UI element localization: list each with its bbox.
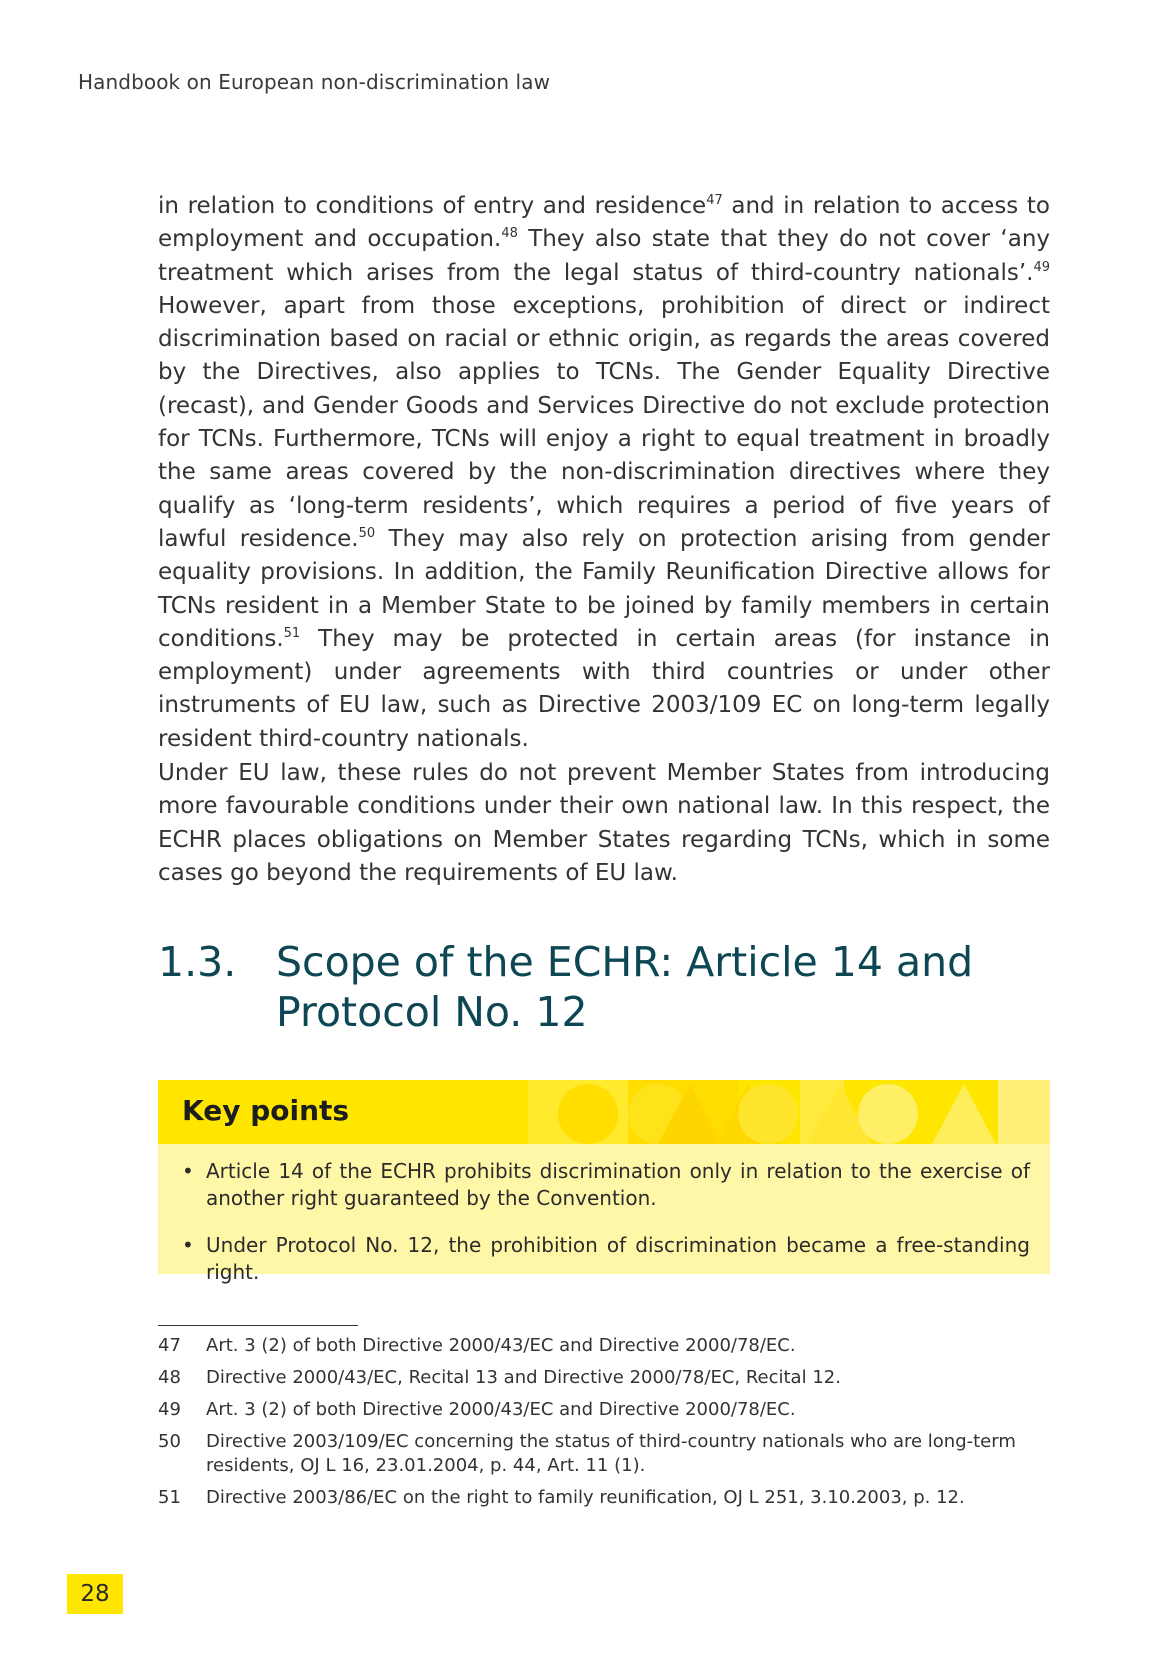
para1-text-5: They may also rely on protection arising from gender equality provisions. In addition, the Family Reunification Directive allows for TCNs resident in a Member State to be joined by family members in certain conditions. bbox=[158, 525, 1050, 652]
key-point-item bbox=[178, 1158, 1030, 1212]
section-title: Scope of the ECHR: Article 14 and Protocol No. 12 bbox=[276, 938, 974, 1036]
body-paragraph-1 bbox=[158, 190, 1050, 756]
para1-text-3: They also state that they do not cover ‘any treatment which arises from the legal status of third-country nationals’. bbox=[158, 226, 1051, 286]
para1-text-1: in relation to conditions of entry and residence bbox=[158, 193, 707, 219]
footnote-51 bbox=[158, 1486, 1050, 1510]
footnotes bbox=[158, 1334, 1050, 1518]
para1-text-2: and in relation to access to employment and occupation. bbox=[158, 193, 1050, 253]
key-point-item bbox=[178, 1232, 1030, 1286]
footnote-text: Directive 2000/43/EC, Recital 13 and Directive 2000/78/EC, Recital 12. bbox=[206, 1367, 841, 1388]
key-points-list bbox=[178, 1158, 1030, 1306]
bullet-icon: • bbox=[182, 1233, 194, 1257]
para1-text-4: However, apart from those exceptions, prohibition of direct or indirect discrimination based on racial or ethnic origin, as regards the areas covered by the Directives, also applies to TCNs. The Gender Equality Directive (recast), and Gender Goods and Services Directive do not exclude protection for TCNs. Furthermore, TCNs will enjoy a right to equal treatment in broadly the same areas covered by the non-discrimination directives where they qualify as ‘long-term residents’, which requires a period of five years of lawful residence. bbox=[158, 292, 1050, 552]
footnote-50 bbox=[158, 1430, 1050, 1478]
footnote-number: 51 bbox=[158, 1487, 181, 1508]
decorative-shapes-pattern bbox=[528, 1080, 1050, 1144]
footnote-number: 50 bbox=[158, 1431, 181, 1452]
footnote-divider bbox=[158, 1325, 358, 1326]
footnote-text: Directive 2003/86/EC on the right to family reunification, OJ L 251, 3.10.2003, p. 12. bbox=[206, 1487, 965, 1508]
footnote-number: 48 bbox=[158, 1367, 181, 1388]
key-point-text: Article 14 of the ECHR prohibits discrimination only in relation to the exercise of another right guaranteed by the Convention. bbox=[206, 1159, 1030, 1210]
para1-text-6: They may be protected in certain areas (for instance in employment) under agreements with third countries or under other instruments of EU law, such as Directive 2003/109 EC on long-term legally resident third-country nationals. bbox=[158, 625, 1050, 752]
footnote-49 bbox=[158, 1398, 1050, 1422]
footnote-text: Directive 2003/109/EC concerning the status of third-country nationals who are long-term residents, OJ L 16, 23.01.2004, p. 44, Art. 11 (1). bbox=[206, 1431, 1016, 1476]
key-points-header bbox=[158, 1080, 1050, 1144]
page-number: 28 bbox=[67, 1574, 123, 1614]
footnote-48 bbox=[158, 1366, 1050, 1390]
running-head: Handbook on European non-discrimination law bbox=[78, 70, 551, 94]
footnote-ref-47[interactable]: 47 bbox=[706, 193, 723, 208]
footnote-47 bbox=[158, 1334, 1050, 1358]
footnote-text: Art. 3 (2) of both Directive 2000/43/EC and Directive 2000/78/EC. bbox=[206, 1335, 796, 1356]
footnote-ref-50[interactable]: 50 bbox=[358, 525, 376, 541]
footnote-ref-49[interactable]: 49 bbox=[1033, 259, 1050, 275]
footnote-text: Art. 3 (2) of both Directive 2000/43/EC and Directive 2000/78/EC. bbox=[206, 1399, 796, 1420]
body-paragraph-2: Under EU law, these rules do not prevent Member States from introducing more favourable conditions under their own national law. In this respect, the ECHR places obligations on Member States regarding TCNs, which in some cases go beyond the requirements of EU law. bbox=[158, 760, 1050, 886]
key-points-title: Key points bbox=[182, 1094, 350, 1127]
bullet-icon: • bbox=[182, 1159, 194, 1183]
footnote-number: 47 bbox=[158, 1335, 181, 1356]
section-number: 1.3. bbox=[158, 938, 237, 986]
key-points-box bbox=[158, 1080, 1050, 1284]
key-point-text: Under Protocol No. 12, the prohibition of discrimination became a free-standing right. bbox=[206, 1233, 1030, 1284]
footnote-ref-51[interactable]: 51 bbox=[283, 625, 301, 641]
footnote-number: 49 bbox=[158, 1399, 181, 1420]
footnote-ref-48[interactable]: 48 bbox=[501, 226, 518, 242]
